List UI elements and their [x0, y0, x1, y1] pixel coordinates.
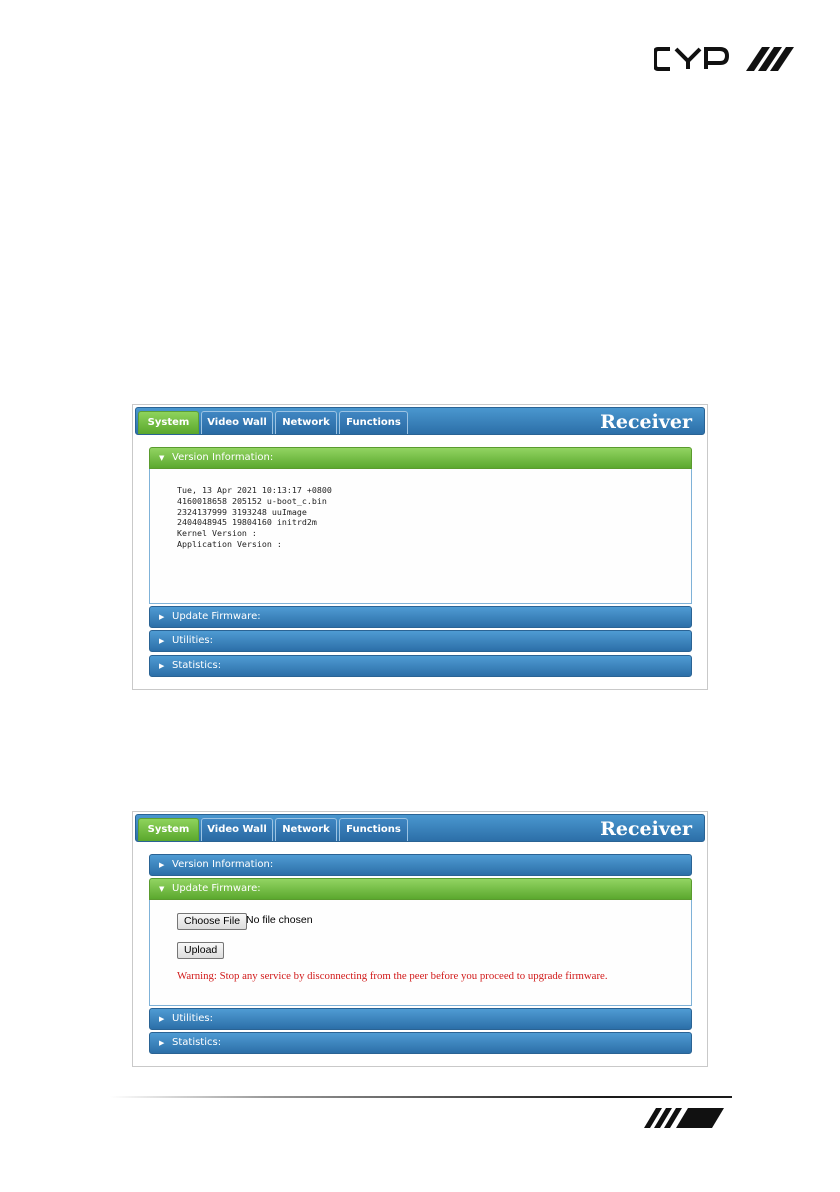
version-line: 2404048945 19804160 initrd2m [177, 517, 317, 528]
cyp-logo [654, 44, 796, 74]
section-label: Utilities: [172, 635, 214, 646]
section-label: Statistics: [172, 660, 222, 671]
web-ui-firmware-panel [132, 811, 708, 1067]
tab-bar [135, 814, 705, 842]
section-update-firmware[interactable] [149, 606, 692, 628]
expanded-arrow-icon: ▼ [159, 885, 165, 893]
version-line: Application Version : [177, 538, 282, 549]
section-utilities[interactable] [149, 630, 692, 652]
tab-functions[interactable]: Functions [339, 818, 408, 841]
version-line: Kernel Version : [177, 528, 257, 539]
web-ui-version-panel [132, 404, 708, 690]
tab-network[interactable]: Network [275, 411, 337, 434]
firmware-warning: Warning: Stop any service by disconnecting from the peer before you proceed to upgrade firmware. [177, 970, 608, 982]
device-role-title: Receiver [600, 411, 692, 433]
version-lines [177, 485, 332, 550]
tab-video-wall[interactable]: Video Wall [201, 818, 273, 841]
tab-system[interactable]: System [138, 411, 199, 434]
section-update-firmware[interactable] [149, 878, 692, 900]
collapsed-arrow-icon: ▶ [159, 861, 165, 869]
collapsed-arrow-icon: ▶ [159, 1039, 165, 1047]
section-utilities[interactable] [149, 1008, 692, 1030]
collapsed-arrow-icon: ▶ [159, 613, 165, 621]
tab-system[interactable]: System [138, 818, 199, 841]
tab-video-wall[interactable]: Video Wall [201, 411, 273, 434]
no-file-chosen-text: No file chosen [246, 914, 313, 926]
section-label: Update Firmware: [172, 883, 261, 894]
section-statistics[interactable] [149, 655, 692, 677]
choose-file-button[interactable]: Choose File [177, 913, 247, 930]
version-line: Tue, 13 Apr 2021 10:13:17 +0800 [177, 485, 332, 495]
footer-divider [110, 1096, 732, 1098]
collapsed-arrow-icon: ▶ [159, 662, 165, 670]
section-version-information[interactable] [149, 854, 692, 876]
version-line: 4160018658 205152 u-boot_c.bin [177, 495, 327, 506]
tab-bar [135, 407, 705, 435]
collapsed-arrow-icon: ▶ [159, 637, 165, 645]
section-label: Statistics: [172, 1037, 222, 1048]
section-label: Version Information: [172, 859, 274, 870]
footer-brand-mark [644, 1108, 724, 1128]
section-version-information[interactable] [149, 447, 692, 469]
tab-functions[interactable]: Functions [339, 411, 408, 434]
section-label: Version Information: [172, 452, 274, 463]
section-label: Utilities: [172, 1013, 214, 1024]
version-line: 2324137999 3193248 uuImage [177, 506, 307, 517]
upload-button[interactable]: Upload [177, 942, 224, 959]
expanded-arrow-icon: ▼ [159, 454, 165, 462]
section-label: Update Firmware: [172, 611, 261, 622]
tab-network[interactable]: Network [275, 818, 337, 841]
collapsed-arrow-icon: ▶ [159, 1015, 165, 1023]
update-firmware-content [149, 900, 692, 1006]
section-statistics[interactable] [149, 1032, 692, 1054]
version-information-content [149, 469, 692, 604]
device-role-title: Receiver [600, 818, 692, 840]
